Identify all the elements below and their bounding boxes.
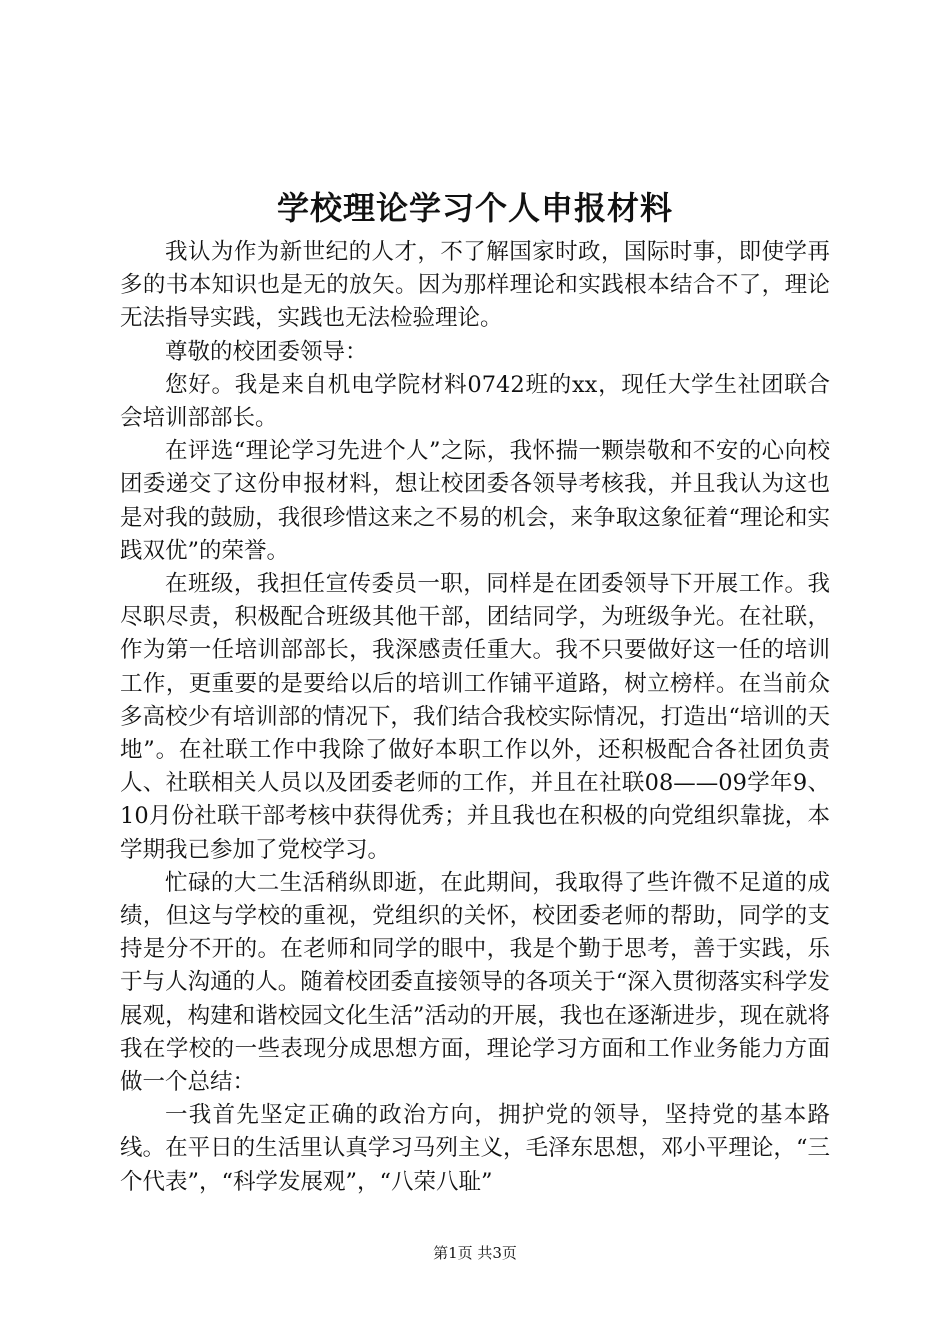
paragraph-summary: 忙碌的大二生活稍纵即逝，在此期间，我取得了些许微不足道的成绩，但这与学校的重视，党组织的关怀，校团委老师的帮助，同学的支持是分不开的。在老师和同学的眼中，我是个勤于思考，善于实践，乐于与人沟通的人。随着校团委直接领导的各项关于“深入贯彻落实科学发展观，构建和谐校园文化生活”活动的开展，我也在逐渐进步，现在就将我在学校的一些表现分成思想方面，理论学习方面和工作业务能力方面做一个总结： (120, 869, 830, 1096)
page-number-footer: 第1页 共3页 (433, 1244, 517, 1262)
paragraph-intro: 我认为作为新世纪的人才，不了解国家时政，国际时事，即使学再多的书本知识也是无的放矢。因为那样理论和实践根本结合不了，理论无法指导实践，实践也无法检验理论。 (120, 239, 830, 332)
paragraph-application: 在评选“理论学习先进个人”之际，我怀揣一颗崇敬和不安的心向校团委递交了这份申报材料，想让校团委各领导考核我，并且我认为这也是对我的鼓励，我很珍惜这来之不易的机会，来争取这象征着“理论和实践双优”的荣誉。 (120, 438, 830, 564)
document-title: 学校理论学习个人申报材料 (276, 189, 673, 227)
paragraph-greeting: 您好。我是来自机电学院材料0742班的xx，现任大学生社团联合会培训部部长。 (120, 371, 830, 432)
paragraph-work: 在班级，我担任宣传委员一职，同样是在团委领导下开展工作。我尽职尽责，积极配合班级其他干部，团结同学，为班级争光。在社联，作为第一任培训部部长，我深感责任重大。我不只要做好这一任的培训工作，更重要的是要给以后的培训工作铺平道路，树立榜样。在当前众多高校少有培训部的情况下，我们结合我校实际情况，打造出“培训的天地”。在社联工作中我除了做好本职工作以外，还积极配合各社团负责人、社联相关人员以及团委老师的工作，并且在社联08——09学年9、10月份社联干部考核中获得优秀；并且我也在积极的向党组织靠拢，本学期我已参加了党校学习。 (120, 571, 830, 863)
document-body (120, 236, 830, 1199)
paragraph-politics: 一我首先坚定正确的政治方向，拥护党的领导，坚持党的基本路线。在平日的生活里认真学习马列主义，毛泽东思想，邓小平理论，“三个代表”，“科学发展观”，“八荣八耻” (120, 1102, 830, 1195)
paragraph-salutation: 尊敬的校团委领导： (165, 338, 368, 365)
